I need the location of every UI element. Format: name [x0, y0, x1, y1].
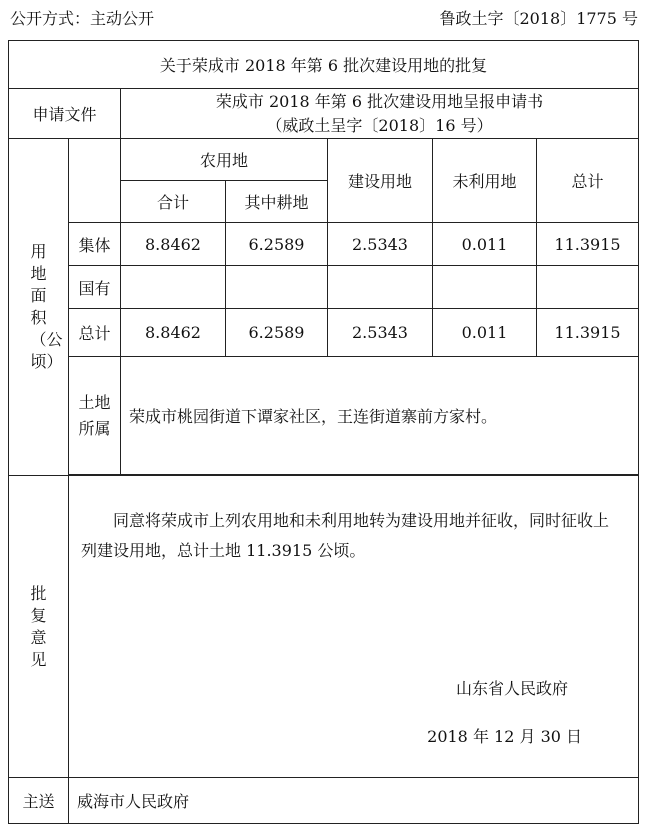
row-label: 国有: [69, 266, 121, 309]
row-label: 集体: [69, 223, 121, 266]
ownership-label: [69, 357, 121, 475]
cell-unused: 0.011: [433, 309, 537, 357]
approval-opinion: [69, 476, 639, 778]
application-label: 申请文件: [9, 89, 121, 139]
issuer-signature: 山东省人民政府: [456, 679, 569, 698]
approval-form-table: [8, 40, 639, 824]
opinion-text: 同意将荣成市上列农用地和未利用地转为建设用地并征收，同时征收上列建设用地，总计土地 11.3915 公顷。: [81, 511, 610, 560]
cell-construction: [328, 266, 433, 309]
opinion-label-text: 批复意见: [30, 583, 47, 669]
cell-agri-total: [121, 266, 226, 309]
header-total: 总计: [537, 139, 639, 223]
opinion-label: [9, 476, 69, 778]
header-unused: 未利用地: [433, 139, 537, 223]
header-agri: 农用地: [121, 139, 328, 181]
application-line2: （威政土呈字〔2018〕16 号）: [266, 115, 493, 135]
table-row: [9, 223, 639, 266]
ownership-label-text: 土地所属: [78, 392, 111, 438]
table-row: [9, 309, 639, 357]
cell-construction: 2.5343: [328, 223, 433, 266]
cell-agri-arable: [226, 266, 328, 309]
cell-total: [537, 266, 639, 309]
send-to-value: 威海市人民政府: [69, 778, 639, 824]
document-title: 关于荣成市 2018 年第 6 批次建设用地的批复: [9, 41, 639, 89]
cell-unused: 0.011: [433, 223, 537, 266]
header-agri-total: 合计: [121, 181, 226, 223]
cell-total: 11.3915: [537, 309, 639, 357]
document-number: 鲁政土字〔2018〕1775 号: [439, 9, 638, 28]
cell-total: 11.3915: [537, 223, 639, 266]
area-side-label-text: 用地面积（公顷）: [30, 242, 63, 371]
table-row: [9, 266, 639, 309]
cell-construction: 2.5343: [328, 309, 433, 357]
cell-agri-arable: 6.2589: [226, 309, 328, 357]
send-to-label: 主送: [9, 778, 69, 824]
header-construction: 建设用地: [328, 139, 433, 223]
land-ownership: 荣成市桃园街道下谭家社区，王连街道寨前方家村。: [121, 357, 639, 475]
cell-unused: [433, 266, 537, 309]
application-file: [121, 89, 639, 139]
cell-agri-total: 8.8462: [121, 223, 226, 266]
cell-agri-total: 8.8462: [121, 309, 226, 357]
area-side-label: [9, 139, 69, 476]
disclosure-mode: 公开方式：主动公开: [10, 9, 155, 28]
header-blank: [69, 139, 121, 223]
cell-agri-arable: 6.2589: [226, 223, 328, 266]
row-label: 总计: [69, 309, 121, 357]
header-agri-arable: 其中耕地: [226, 181, 328, 223]
application-line1: 荣成市 2018 年第 6 批次建设用地呈报申请书: [215, 91, 544, 111]
approval-date: 2018 年 12 月 30 日: [427, 727, 583, 746]
